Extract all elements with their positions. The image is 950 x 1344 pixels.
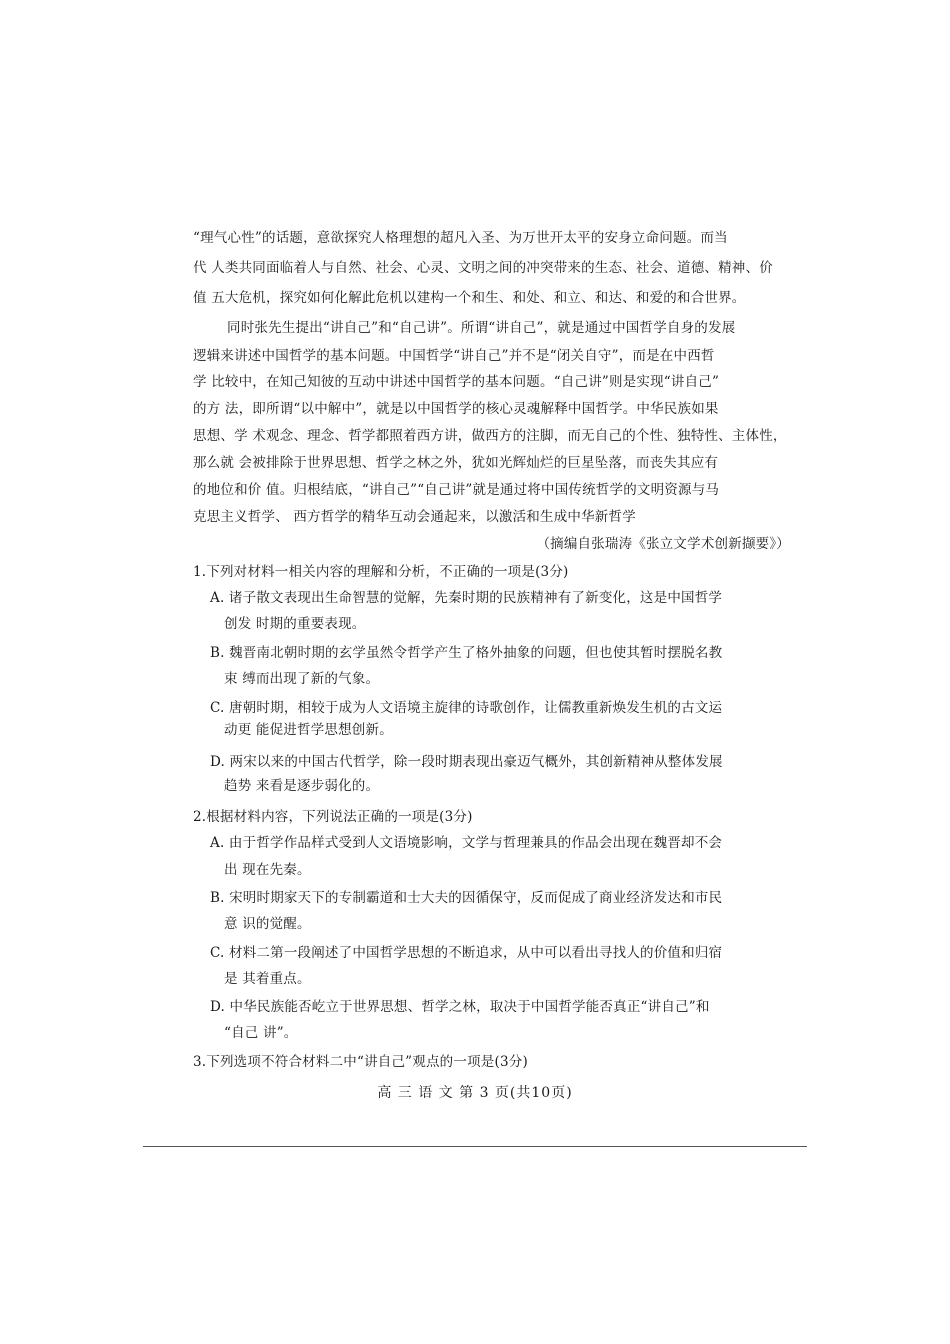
q2-option-d-line-2: “自己 讲”。	[224, 1025, 298, 1041]
q1-stem: 1.下列对材料一相关内容的理解和分析，不正确的一项是(3分)	[193, 564, 569, 580]
material-p2-line-3: 学 比较中，在知己知彼的互动中讲述中国哲学的基本问题。“自己讲”则是实现“讲自己”	[193, 374, 720, 390]
q1-option-c-line-2: 动更 能促进哲学思想创新。	[224, 722, 393, 738]
material-p2-line-1: 同时张先生提出“讲自己”和“自己讲”。所谓“讲自己”，就是通过中国哲学自身的发展	[227, 320, 736, 336]
material-p2-line-7: 的地位和价 值。归根结底，“讲自己”“自己讲”就是通过将中国传统哲学的文明资源与马	[193, 482, 720, 498]
q2-option-c-line-1: C. 材料二第一段阐述了中国哲学思想的不断追求，从中可以看出寻找人的价值和归宿	[210, 945, 723, 961]
page-footer: 高 三 语 文 第 3 页(共10页)	[377, 1085, 573, 1101]
material-p2-line-6: 那么就 会被排除于世界思想、哲学之林之外，犹如光辉灿烂的巨星坠落，而丧失其应有	[193, 455, 719, 471]
q1-option-a-line-1: A. 诸子散文表现出生命智慧的觉解，先秦时期的民族精神有了新变化，这是中国哲学	[210, 590, 723, 606]
q1-option-b-line-2: 束 缚而出现了新的气象。	[224, 671, 380, 687]
q1-option-b-line-1: B. 魏晋南北朝时期的玄学虽然令哲学产生了格外抽象的问题，但也使其暂时摆脱名教	[210, 645, 723, 661]
q3-stem: 3.下列选项不符合材料二中“讲自己”观点的一项是(3分)	[193, 1054, 528, 1070]
material-p2-line-4: 的方 法，即所谓“以中解中”，就是以中国哲学的核心灵魂解释中国哲学。中华民族如果	[193, 401, 719, 417]
material-p2-line-2: 逻辑来讲述中国哲学的基本问题。中国哲学“讲自己”并不是“闭关自守”，而是在中西哲	[193, 348, 715, 364]
q2-option-a-line-1: A. 由于哲学作品样式受到人文语境影响，文学与哲理兼具的作品会出现在魏晋却不会	[210, 835, 723, 851]
material-p1-line-1: “理气心性”的话题，意欲探究人格理想的超凡入圣、为万世开太平的安身立命问题。而当	[193, 230, 728, 246]
q2-stem: 2.根据材料内容，下列说法正确的一项是(3分)	[193, 809, 473, 825]
q2-option-b-line-2: 意 识的觉醒。	[224, 916, 311, 932]
material-p1-line-2: 代 人类共同面临着人与自然、社会、心灵、文明之间的冲突带来的生态、社会、道德、精神、价	[193, 260, 773, 276]
q2-option-c-line-2: 是 其着重点。	[224, 971, 311, 987]
divider-line	[143, 1146, 807, 1147]
q1-option-c-line-1: C. 唐朝时期，相较于成为人文语境主旋律的诗歌创作，让儒教重新焕发生机的古文运	[210, 700, 723, 716]
q2-option-b-line-1: B. 宋明时期家天下的专制霸道和士大夫的因循保守，反而促成了商业经济发达和市民	[210, 890, 723, 906]
material-p2-line-8: 克思主义哲学、 西方哲学的精华互动会通起来，以激活和生成中华新哲学	[193, 509, 636, 525]
material-p2-line-5: 思想、学 术观念、理念、哲学都照着西方讲，做西方的注脚，而无自己的个性、独特性、主体性，	[193, 428, 787, 444]
q2-option-d-line-1: D. 中华民族能否屹立于世界思想、哲学之林，取决于中国哲学能否真正“讲自己”和	[210, 999, 710, 1015]
q1-option-d-line-1: D. 两宋以来的中国古代哲学，除一段时期表现出豪迈气概外，其创新精神从整体发展	[210, 754, 723, 770]
material-p1-line-3: 值 五大危机，探究如何化解此危机以建构一个和生、和处、和立、和达、和爱的和合世界。	[193, 290, 746, 306]
q2-option-a-line-2: 出 现在先秦。	[224, 862, 311, 878]
q1-option-a-line-2: 创发 时期的重要表现。	[224, 616, 366, 632]
material-source: （摘编自张瑞涛《张立文学术创新撷要》）	[536, 536, 790, 552]
q1-option-d-line-2: 趋势 来看是逐步弱化的。	[224, 778, 380, 794]
